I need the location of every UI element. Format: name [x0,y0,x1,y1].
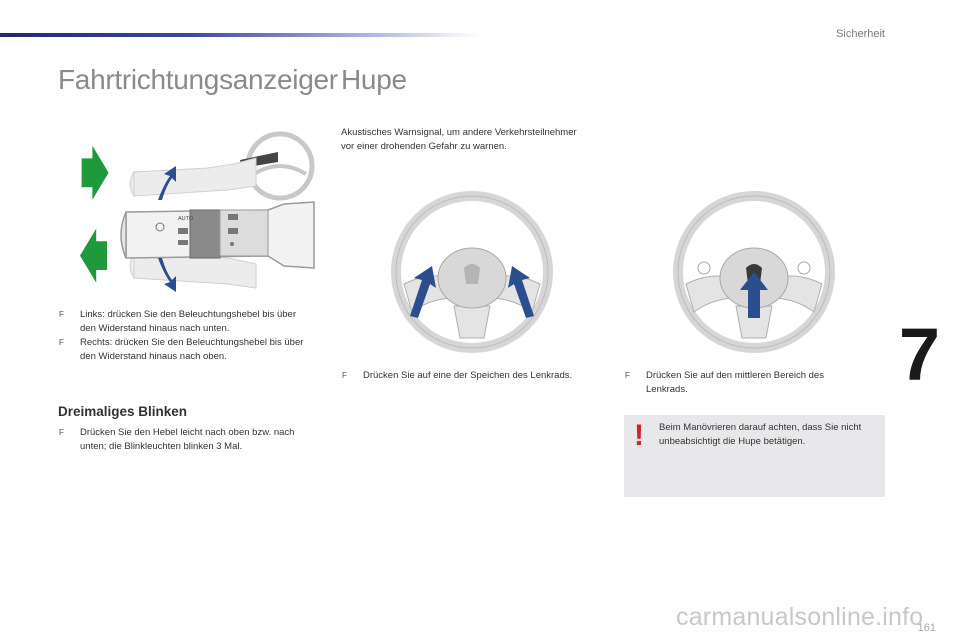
steering-wheel-small [248,134,312,198]
subtitle-triple-flash: Dreimaliges Blinken [58,404,188,419]
bullet-glyph: F [342,371,347,380]
list-item: F Rechts: drücken Sie den Beleuchtungshebel bis über den Widerstand hinaus nach oben. [59,337,304,362]
list-item: F Links: drücken Sie den Beleuchtungshebel bis über den Widerstand hinaus nach unten. [59,309,297,334]
horn-center-illustration [670,188,838,356]
warning-text: Beim Manövrieren darauf achten, dass Sie nicht unbeabsichtigt die Hupe betätigen. [659,422,862,447]
bullet-glyph: F [59,310,64,319]
bullet-glyph: F [59,428,64,437]
turn-signal-illustration [78,128,328,300]
list-item: F Drücken Sie auf den mittleren Bereich des Lenkrads. [625,370,824,395]
stalk-main [121,202,314,268]
bullet-glyph: F [59,338,64,347]
triple-flash-instructions [58,426,308,454]
list-item: F Drücken Sie auf eine der Speichen des Lenkrads. [342,370,573,381]
header-accent-bar [0,33,480,37]
horn-spokes-illustration [388,188,556,356]
section-label: Sicherheit [836,28,885,40]
horn-center-instruction [624,369,864,397]
stalk-ghost-up [130,158,256,196]
stalk-ghost-down [130,254,256,288]
right-turn-arrow-icon [82,146,109,200]
stalk-auto-label: AUTO [178,216,194,222]
warning-icon: ! [634,419,644,452]
page-title-indicators: Fahrtrichtungsanzeiger [58,64,338,95]
list-item: F Drücken Sie den Hebel leicht nach oben bzw. nach unten; die Blinkleuchten blinken 3 Mal. [59,427,295,452]
bullet-glyph: F [625,371,630,380]
horn-spokes-instruction [341,369,611,383]
peugeot-lion-icon [464,264,480,284]
horn-intro-text: Akustisches Warnsignal, um andere Verkehrsteilnehmer vor einer drohenden Gefahr zu warnen. [341,127,577,152]
warning-box [624,415,885,497]
watermark: carmanualsonline.info [676,603,924,631]
chapter-number: 7 [898,313,940,396]
page-title-horn: Hupe [341,64,407,95]
page-number: 161 [917,622,936,634]
left-turn-arrow-icon [80,229,107,283]
indicator-instructions [58,308,313,364]
